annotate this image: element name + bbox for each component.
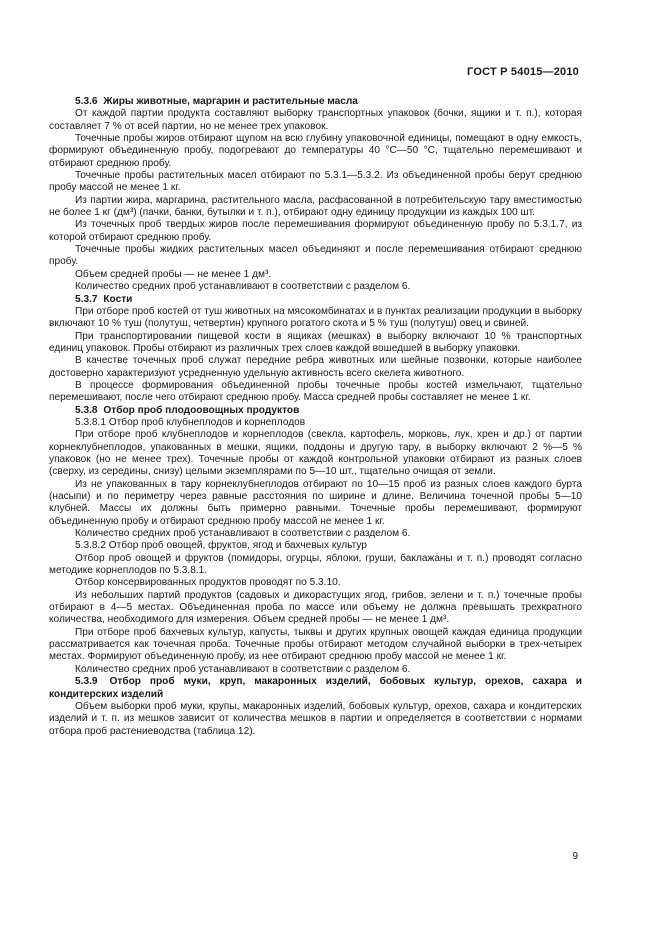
- body-paragraph: При отборе проб бахчевых культур, капусты, тыквы и других крупных овощей каждая единица продукции рассматривается как точечная проба. Точечные пробы отбирают методом случайной выборки в трех-четырех местах. Формируют объединенную пробу, из нее отбирают среднюю пробу массой не менее 1 кг.: [49, 626, 582, 663]
- section-number: 5.3.7: [75, 293, 98, 305]
- section-heading: [49, 294, 582, 306]
- body-paragraph: В процессе формирования объединенной пробы точечные пробы костей измельчают, тщательно перемешивают, после чего отбирают среднюю пробу. Масса средней пробы составляет не менее 1 кг.: [49, 379, 582, 404]
- section-heading: [49, 405, 582, 417]
- section-title: Кости: [103, 293, 133, 305]
- body-paragraph: Точечные пробы растительных масел отбирают по 5.3.1—5.3.2. Из объединенной пробы берут среднюю пробу массой не менее 1 кг.: [49, 170, 582, 194]
- section-number: 5.3.6: [75, 96, 98, 107]
- body-paragraph: От каждой партии продукта составляют выборку транспортных упаковок (бочки, ящики и т. п.), которая составляет 7 % от всей партии, но не менее трех упаковок.: [49, 108, 582, 132]
- body-paragraph: В качестве точечных проб служат передние ребра животных или шейные позвонки, которые наиболее достоверно характеризуют усредненную удельную активность всего скелета животного.: [49, 355, 582, 379]
- section-title: Отбор проб плодоовощных продуктов: [103, 404, 300, 416]
- standard-code-header: ГОСТ Р 54015—2010: [467, 66, 579, 78]
- body-paragraph: Количество средних проб устанавливают в соответствии с разделом 6.: [75, 281, 411, 293]
- body-paragraph: Объем средней пробы — не менее 1 дм³.: [75, 268, 272, 280]
- body-paragraph: 5.3.8.1 Отбор проб клубнеплодов и корнеплодов: [75, 416, 306, 428]
- body-paragraph: Отбор консервированных продуктов проводят по 5.3.10.: [75, 577, 341, 589]
- body-paragraph: Объем выборки проб муки, крупы, макаронных изделий, бобовых культур, орехов, сахара и кондитерских изделий и т. п. из мешков зависит от количества мешков в партии и определяется в соответствии с нормами отбора проб растениеводства (таблица 12).: [49, 700, 582, 737]
- document-body: [49, 96, 582, 738]
- section-title: Жиры животные, маргарин и растительные масла: [103, 96, 358, 107]
- body-paragraph: При отборе проб клубнеплодов и корнеплодов (свекла, картофель, морковь, лук, хрен и др.) от партии корнеклубнеплодов, упакованных в мешки, ящики, поддоны и другую тару, в выборку включают 2 %—5 % упаковок (но не менее трех). Точечные пробы от каждой контрольной упаковки отбирают из разных слоев (сверху, из середины, снизу) целыми экземплярами по 5—10 шт., тщательно очищая от земли.: [49, 429, 582, 478]
- body-paragraph: Количество средних проб устанавливают в соответствии с разделом 6.: [75, 528, 411, 540]
- body-paragraph: Отбор проб овощей и фруктов (помидоры, огурцы, яблоки, груши, баклажаны и т. п.) проводят согласно методике корнеплодов по 5.3.8.1.: [49, 552, 582, 577]
- section-number: 5.3.8: [75, 404, 98, 416]
- body-paragraph: При отборе проб костей от туш животных на мясокомбинатах и в пунктах реализации продукции в выборку включают 10 % туш (полутуш, четвертин) крупного рогатого скота и 5 % туш (полутуш) овец и свиней.: [49, 305, 582, 330]
- body-paragraph: Из точечных проб твердых жиров после перемешивания формируют объединенную пробу по 5.3.1.7, из которой отбирают среднюю пробу.: [49, 219, 582, 243]
- body-paragraph: 5.3.8.2 Отбор проб овощей, фруктов, ягод и бахчевых культур: [75, 540, 367, 552]
- body-paragraph: Из небольших партий продуктов (садовых и дикорастущих ягод, грибов, зелени и т. п.) точечные пробы отбирают в 4—5 местах. Объединенная проба по массе или объему не должна превышать трехкратного количества, необходимого для измерения. Объем средней пробы — не менее 1 дм³.: [49, 589, 582, 626]
- section-title: Отбор проб муки, круп, макаронных изделий, бобовых культур, орехов, сахара и кондитерских изделий: [49, 676, 582, 700]
- section-number: 5.3.9: [75, 676, 98, 688]
- section-heading: [49, 676, 582, 701]
- body-paragraph: Из не упакованных в тару корнеклубнеплодов отбирают по 10—15 проб из разных слоев каждого бурта (насыпи) и по периметру через равные расстояния по ширине и длине. Величина точечной пробы 5—10 клубней. Массы их должны быть примерно равными. Точечные пробы перемешивают, формируют объединенную пробу и отбирают среднюю пробу массой не менее 1 кг.: [49, 478, 582, 527]
- page-number: 9: [572, 851, 578, 862]
- body-paragraph: Количество средних проб устанавливают в соответствии с разделом 6.: [75, 663, 411, 675]
- body-paragraph: При транспортировании пищевой кости в ящиках (мешках) в выборку включают 10 % транспортных единиц упаковок. Пробы отбирают из различных трех слоев каждой вошедшей в выборку упаковки.: [49, 330, 582, 354]
- body-paragraph: Точечные пробы жидких растительных масел объединяют и после перемешивания отбирают среднюю пробу.: [49, 244, 582, 268]
- section-heading: [49, 96, 582, 108]
- body-paragraph: Из партии жира, маргарина, растительного масла, расфасованной в потребительскую тару вместимостью не более 1 кг (дм³) (пачки, банки, бутылки и т. п.), отбирают одну единицу продукции из каждых 100 шт.: [49, 194, 582, 219]
- body-paragraph: Точечные пробы жиров отбирают щупом на всю глубину упаковочной единицы, помещают в одну емкость, формируют объединенную пробу, подогревают до температуры 40 °С—50 °С, тщательно перемешивают и отбирают среднюю пробу.: [49, 133, 582, 169]
